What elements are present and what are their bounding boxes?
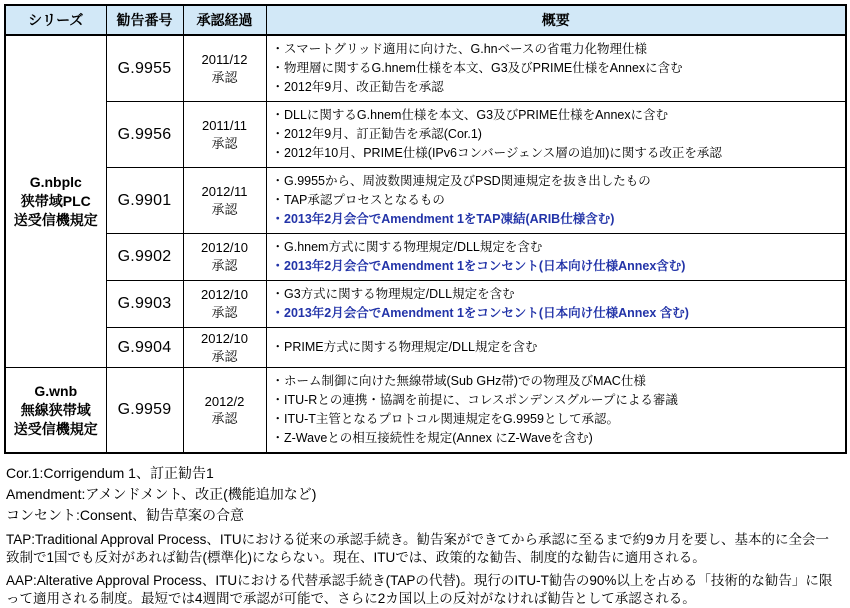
series-label: 送受信機規定 [13,211,98,228]
overview-item: ・G3方式に関する物理規定/DLL規定を含む [271,287,515,301]
rec-number-cell: G.9903 [106,281,183,328]
approval-status: 承認 [211,69,238,85]
overview-item: ・2012年9月、訂正勧告を承認(Cor.1) [271,127,482,141]
overview-item: ・ホーム制御に向けた無線帯域(Sub GHz帯)での物理及びMAC仕様 [271,374,646,389]
overview-cell [266,35,846,102]
header-row [5,5,846,35]
approval-cell [183,368,266,454]
approval-status: 承認 [211,201,238,217]
approval-status: 承認 [211,411,238,427]
approval-cell [183,102,266,168]
series-code: G.nbplc [29,174,82,191]
approval-date: 2012/11 [201,183,248,199]
approval-date: 2012/10 [201,331,248,346]
overview-item: ・スマートグリッド適用に向けた、G.hnベースの省電力化物理仕様 [271,42,647,56]
series-label: 狭帯域PLC [20,193,91,210]
footnote-amendment: Amendment:アメンドメント、改正(機能追加など) [6,486,317,503]
overview-item: ・2012年10月、PRIME仕様(IPv6コンバージェンス層の追加)に関する改正を承認 [271,146,722,160]
overview-cell [266,281,846,328]
approval-status: 承認 [211,258,238,273]
approval-date: 2012/10 [201,240,248,256]
table-row [5,328,846,368]
rec-number-cell: G.9959 [106,368,183,454]
rec-number-cell: G.9904 [106,328,183,368]
series-label: 送受信機規定 [13,420,98,437]
approval-cell [183,281,266,328]
overview-cell [266,328,846,368]
approval-status: 承認 [211,305,238,320]
footnote-cor1: Cor.1:Corrigendum 1、訂正勧告1 [6,465,214,482]
table-row [5,102,846,168]
approval-status: 承認 [211,135,238,151]
footnote-aap: AAP:Alterative Approval Process、ITUにおける代替承認手続き(TAPの代替)。現行のITU-T勧告の90%以上を占める「技術的な勧告」に限って適用される制度。最短では4週間で承認が可能で、さらに2カ国以上の反対がなければ勧告として承認される。 [6,573,833,607]
overview-cell [266,368,846,454]
series-label: 無線狭帯域 [20,401,91,418]
col-header-number: 勧告番号 [106,5,183,35]
rec-number-cell: G.9902 [106,234,183,281]
series-code: G.wnb [34,382,78,399]
series-cell [5,35,106,368]
recommendation-table [4,4,847,454]
rec-number-cell: G.9901 [106,168,183,234]
table-row [5,35,846,102]
table-row [5,234,846,281]
col-header-series: シリーズ [5,5,106,35]
overview-cell [266,234,846,281]
overview-item: ・ITU-Rとの連携・協調を前提に、コレスポンデンスグループによる審議 [271,393,678,408]
col-header-overview: 概要 [266,5,846,35]
overview-item: ・2013年2月会合でAmendment 1をコンセント(日本向け仕様Annex 含む) [271,306,689,320]
overview-item: ・Z-Waveとの相互接続性を規定(Annex にZ-Waveを含む) [271,431,593,446]
table-row [5,168,846,234]
overview-item: ・2013年2月会合でAmendment 1をTAP凍結(ARIB仕様含む) [271,212,615,226]
approval-status: 承認 [211,348,238,364]
overview-item: ・TAP承認プロセスとなるもの [271,193,445,207]
rec-number-cell: G.9955 [106,35,183,102]
table-body [5,35,846,453]
footnote-tap: TAP:Traditional Approval Process、ITUにおける従来の承認手続き。勧告案ができてから承認に至るまで約9カ月を要し、基本的に全会一致制で1国でも反対があれば勧告(標準化)にならない。現在、ITUでは、政策的な勧告、制度的な勧告に適用される。 [6,532,830,566]
approval-cell [183,234,266,281]
table-row [5,368,846,454]
approval-cell [183,168,266,234]
overview-cell [266,102,846,168]
overview-item: ・2013年2月会合でAmendment 1をコンセント(日本向け仕様Annex含む) [271,259,686,273]
approval-date: 2011/12 [201,51,248,67]
approval-date: 2012/10 [201,287,248,303]
table-header [5,5,846,35]
overview-item: ・DLLに関するG.hnem仕様を本文、G3及びPRIME仕様をAnnexに含む [271,108,669,122]
footnote-consent: コンセント:Consent、勧告草案の合意 [6,507,245,524]
rec-number-cell: G.9956 [106,102,183,168]
approval-date: 2011/11 [201,117,248,133]
footnotes [4,454,847,608]
series-cell [5,368,106,454]
approval-cell [183,35,266,102]
col-header-approval: 承認経過 [183,5,266,35]
table-row [5,281,846,328]
overview-cell [266,168,846,234]
overview-item: ・ITU-T主管となるプロトコル関連規定をG.9959として承認。 [271,412,619,427]
overview-item: ・物理層に関するG.hnem仕様を本文、G3及びPRIME仕様をAnnexに含む [271,61,683,75]
overview-item: ・G.hnem方式に関する物理規定/DLL規定を含む [271,240,543,254]
approval-date: 2012/2 [204,393,245,409]
overview-item: ・G.9955から、周波数関連規定及びPSD関連規定を抜き出したもの [271,174,651,188]
overview-item: ・PRIME方式に関する物理規定/DLL規定を含む [271,340,538,355]
approval-cell [183,328,266,368]
overview-item: ・2012年9月、改正勧告を承認 [271,80,444,94]
